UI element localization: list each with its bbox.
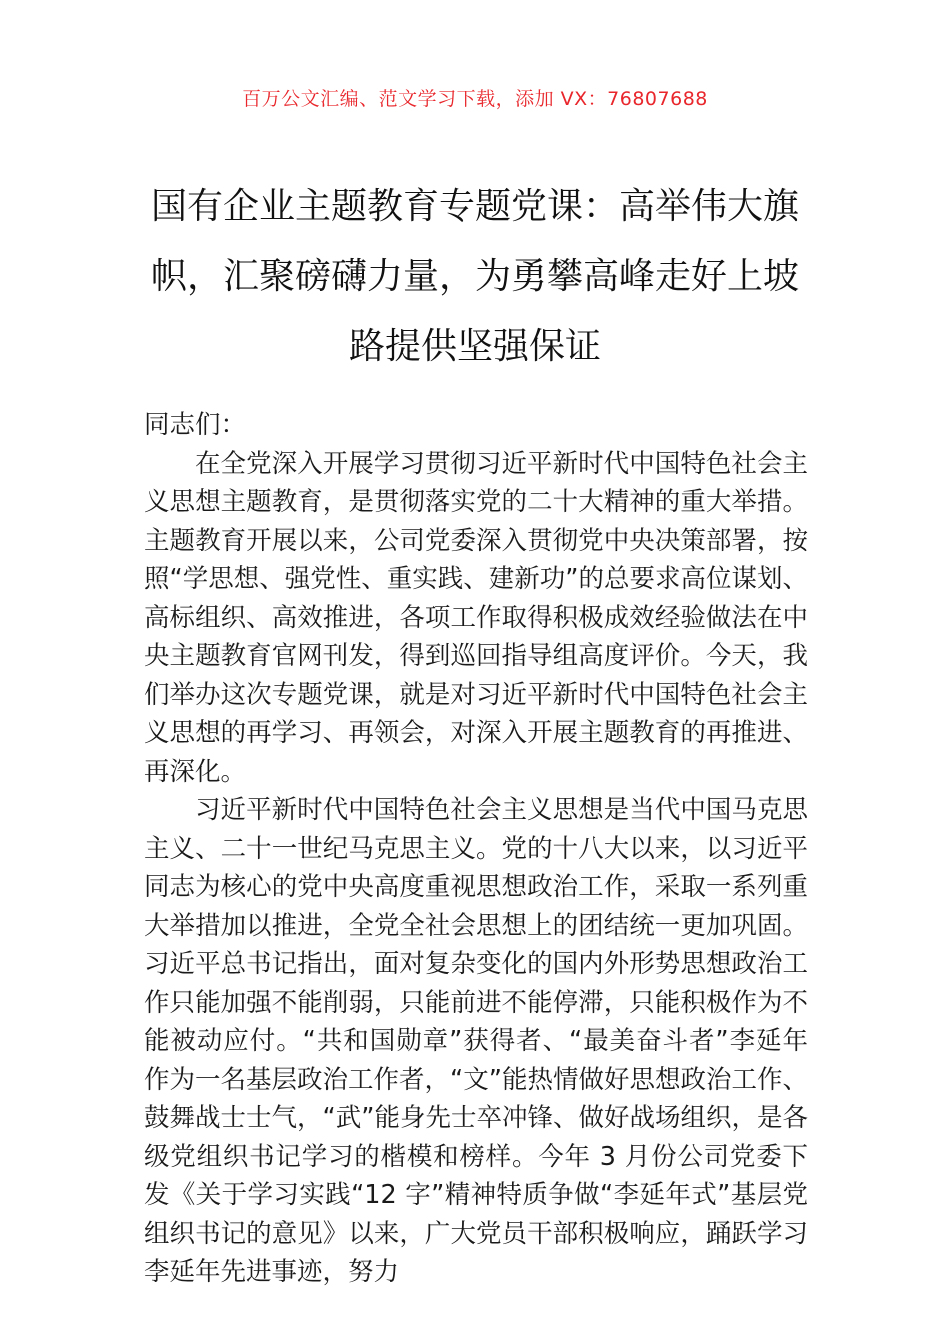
salutation: 同志们： <box>144 410 247 440</box>
paragraph-2: 习近平新时代中国特色社会主义思想是当代中国马克思主义、二十一世纪马克思主义。党的十八大以来，以习近平同志为核心的党中央高度重视思想政治工作，采取一系列重大举措加以推进，全党全社会思想上的团结统一更加巩固。习近平总书记指出，面对复杂变化的国内外形势思想政治工作只能加强不能削弱，只能前进不能停滞，只能积极作为不能被动应付。“共和国勋章”获得者、“最美奋斗者”李延年作为一名基层政治工作者，“文”能热情做好思想政治工作、鼓舞战士士气，“武”能身先士卒冲锋、做好战场组织，是各级党组织书记学习的楷模和榜样。今年 3 月份公司党委下发《关于学习实践“12 字”精神特质争做“李延年式”基层党组织书记的意见》以来，广大党员干部积极响应，踊跃学习李延年先进事迹，努力 <box>144 795 808 1287</box>
watermark-header: 百万公文汇编、范文学习下载，添加 VX：76807688 <box>242 88 708 110</box>
document-body <box>144 406 808 1292</box>
paragraph-1: 在全党深入开展学习贯彻习近平新时代中国特色社会主义思想主题教育，是贯彻落实党的二十大精神的重大举措。主题教育开展以来，公司党委深入贯彻党中央决策部署，按照“学思想、强党性、重实践、建新功”的总要求高位谋划、高标组织、高效推进，各项工作取得积极成效经验做法在中央主题教育官网刊发，得到巡回指导组高度评价。今天，我们举办这次专题党课，就是对习近平新时代中国特色社会主义思想的再学习、再领会，对深入开展主题教育的再推进、再深化。 <box>144 448 808 787</box>
document-title: 国有企业主题教育专题党课：高举伟大旗帜，汇聚磅礴力量，为勇攀高峰走好上坡路提供坚强保证 <box>150 186 799 367</box>
